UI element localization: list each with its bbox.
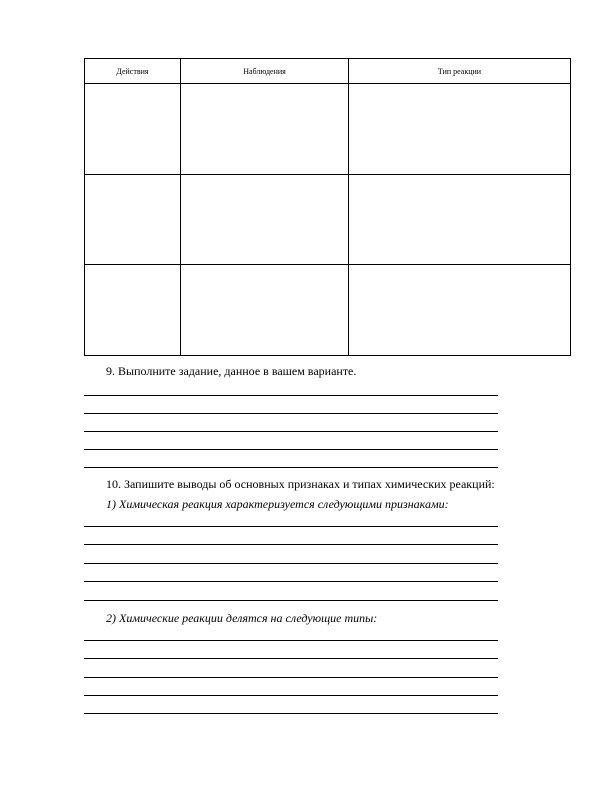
- table-cell[interactable]: [349, 174, 571, 265]
- answer-line[interactable]: [84, 677, 498, 678]
- answer-line[interactable]: [84, 600, 498, 601]
- table-row: [85, 265, 571, 356]
- answer-line[interactable]: [84, 713, 498, 714]
- table-cell[interactable]: [181, 265, 349, 356]
- answer-line[interactable]: [84, 431, 498, 432]
- table-row: [85, 84, 571, 175]
- header-actions: Действия: [85, 59, 181, 84]
- reaction-table: [84, 58, 571, 356]
- table-cell[interactable]: [181, 174, 349, 265]
- answer-line[interactable]: [84, 640, 498, 641]
- table-cell[interactable]: [349, 265, 571, 356]
- header-observations: Наблюдения: [181, 59, 349, 84]
- table-cell[interactable]: [85, 174, 181, 265]
- answer-line[interactable]: [84, 563, 498, 564]
- answer-line[interactable]: [84, 695, 498, 696]
- answer-line[interactable]: [84, 449, 498, 450]
- task10-item2: 2) Химические реакции делятся на следующие типы:: [106, 611, 378, 625]
- table-header-row: [85, 59, 571, 84]
- answer-line[interactable]: [84, 544, 498, 545]
- table-cell[interactable]: [85, 84, 181, 175]
- answer-line[interactable]: [84, 581, 498, 582]
- table-cell[interactable]: [349, 84, 571, 175]
- answer-line[interactable]: [84, 658, 498, 659]
- table-row: [85, 174, 571, 265]
- answer-line[interactable]: [84, 467, 498, 468]
- task10-instruction: 10. Запишите выводы об основных признаках и типах химических реакций:: [106, 477, 495, 491]
- header-reaction-type: Тип реакции: [349, 59, 571, 84]
- answer-line[interactable]: [84, 413, 498, 414]
- task9-instruction: 9. Выполните задание, данное в вашем варианте.: [106, 364, 357, 378]
- table-cell[interactable]: [181, 84, 349, 175]
- table-cell[interactable]: [85, 265, 181, 356]
- answer-line[interactable]: [84, 395, 498, 396]
- answer-line[interactable]: [84, 526, 498, 527]
- task10-item1: 1) Химическая реакция характеризуется следующими признаками:: [106, 497, 449, 511]
